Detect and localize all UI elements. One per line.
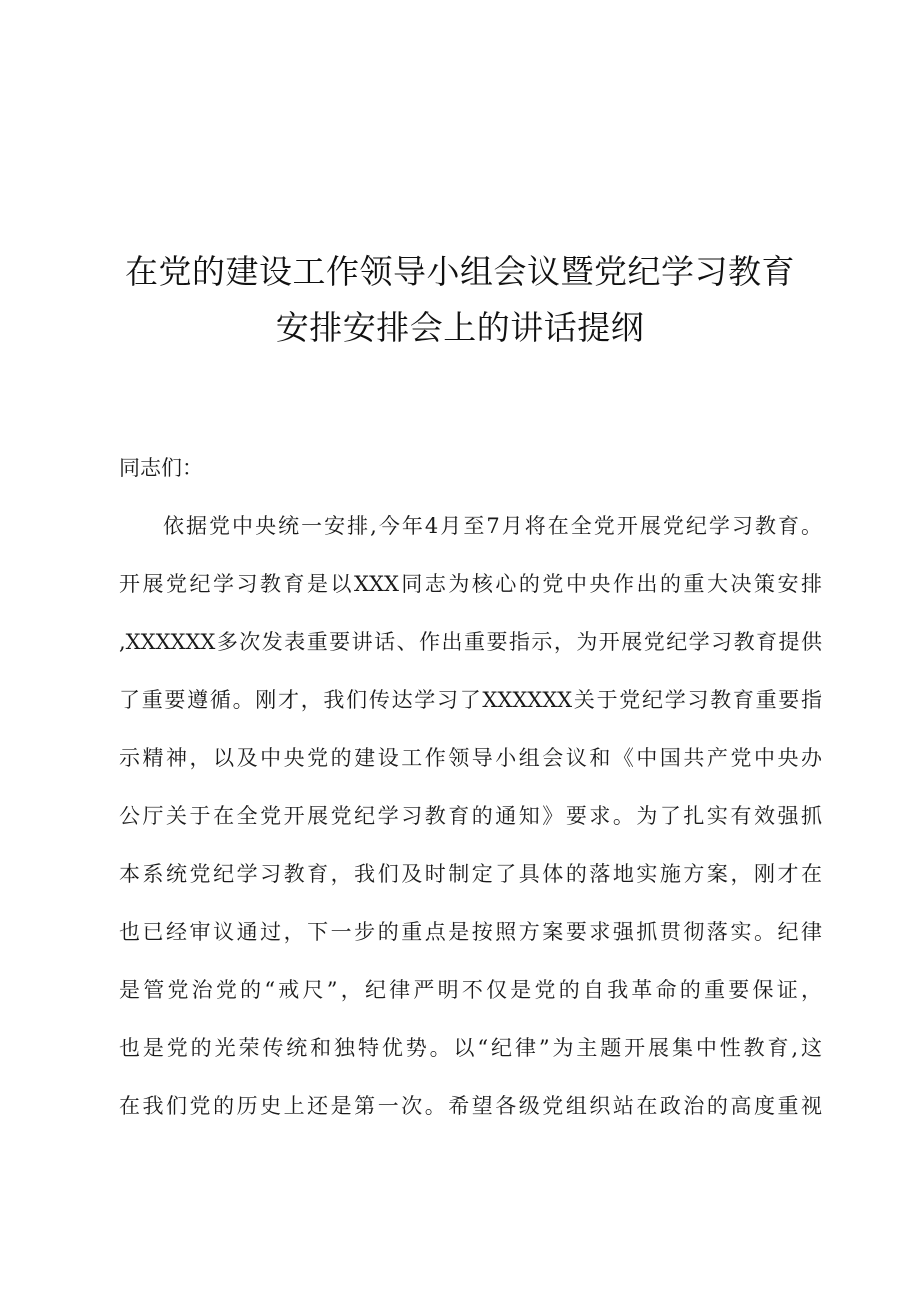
paragraph-line: ,XXXXXX多次发表重要讲话、作出重要指示，为开展党纪学习教育提供	[119, 630, 822, 654]
paragraph-line: 了重要遵循。刚才，我们传达学习了XXXXXX关于党纪学习教育重要指	[119, 688, 822, 712]
paragraph-line: 公厅关于在全党开展党纪学习教育的通知》要求。为了扎实有效强抓	[119, 804, 822, 828]
paragraph-line: 示精神，以及中央党的建设工作领导小组会议和《中国共产党中央办	[119, 746, 822, 770]
paragraph-line: 也已经审议通过，下一步的重点是按照方案要求强抓贯彻落实。纪律	[119, 920, 822, 944]
paragraph-line: 依据党中央统一安排,今年4月至7月将在全党开展党纪学习教育。	[163, 514, 822, 538]
paragraph-line: 也是党的光荣传统和独特优势。以“纪律”为主题开展集中性教育,这	[119, 1036, 822, 1060]
paragraph-line: 开展党纪学习教育是以XXX同志为核心的党中央作出的重大决策安排	[119, 572, 822, 596]
document-title-line-1: 在党的建设工作领导小组会议暨党纪学习教育	[125, 252, 795, 291]
document-title-line-2: 安排安排会上的讲话提纲	[275, 308, 645, 347]
salutation: 同志们：	[119, 456, 203, 480]
paragraph-line: 在我们党的历史上还是第一次。希望各级党组织站在政治的高度重视	[119, 1094, 822, 1118]
paragraph-line: 是管党治党的“戒尺”，纪律严明不仅是党的自我革命的重要保证，	[119, 978, 822, 1002]
paragraph-line: 本系统党纪学习教育，我们及时制定了具体的落地实施方案，刚才在	[119, 862, 822, 886]
